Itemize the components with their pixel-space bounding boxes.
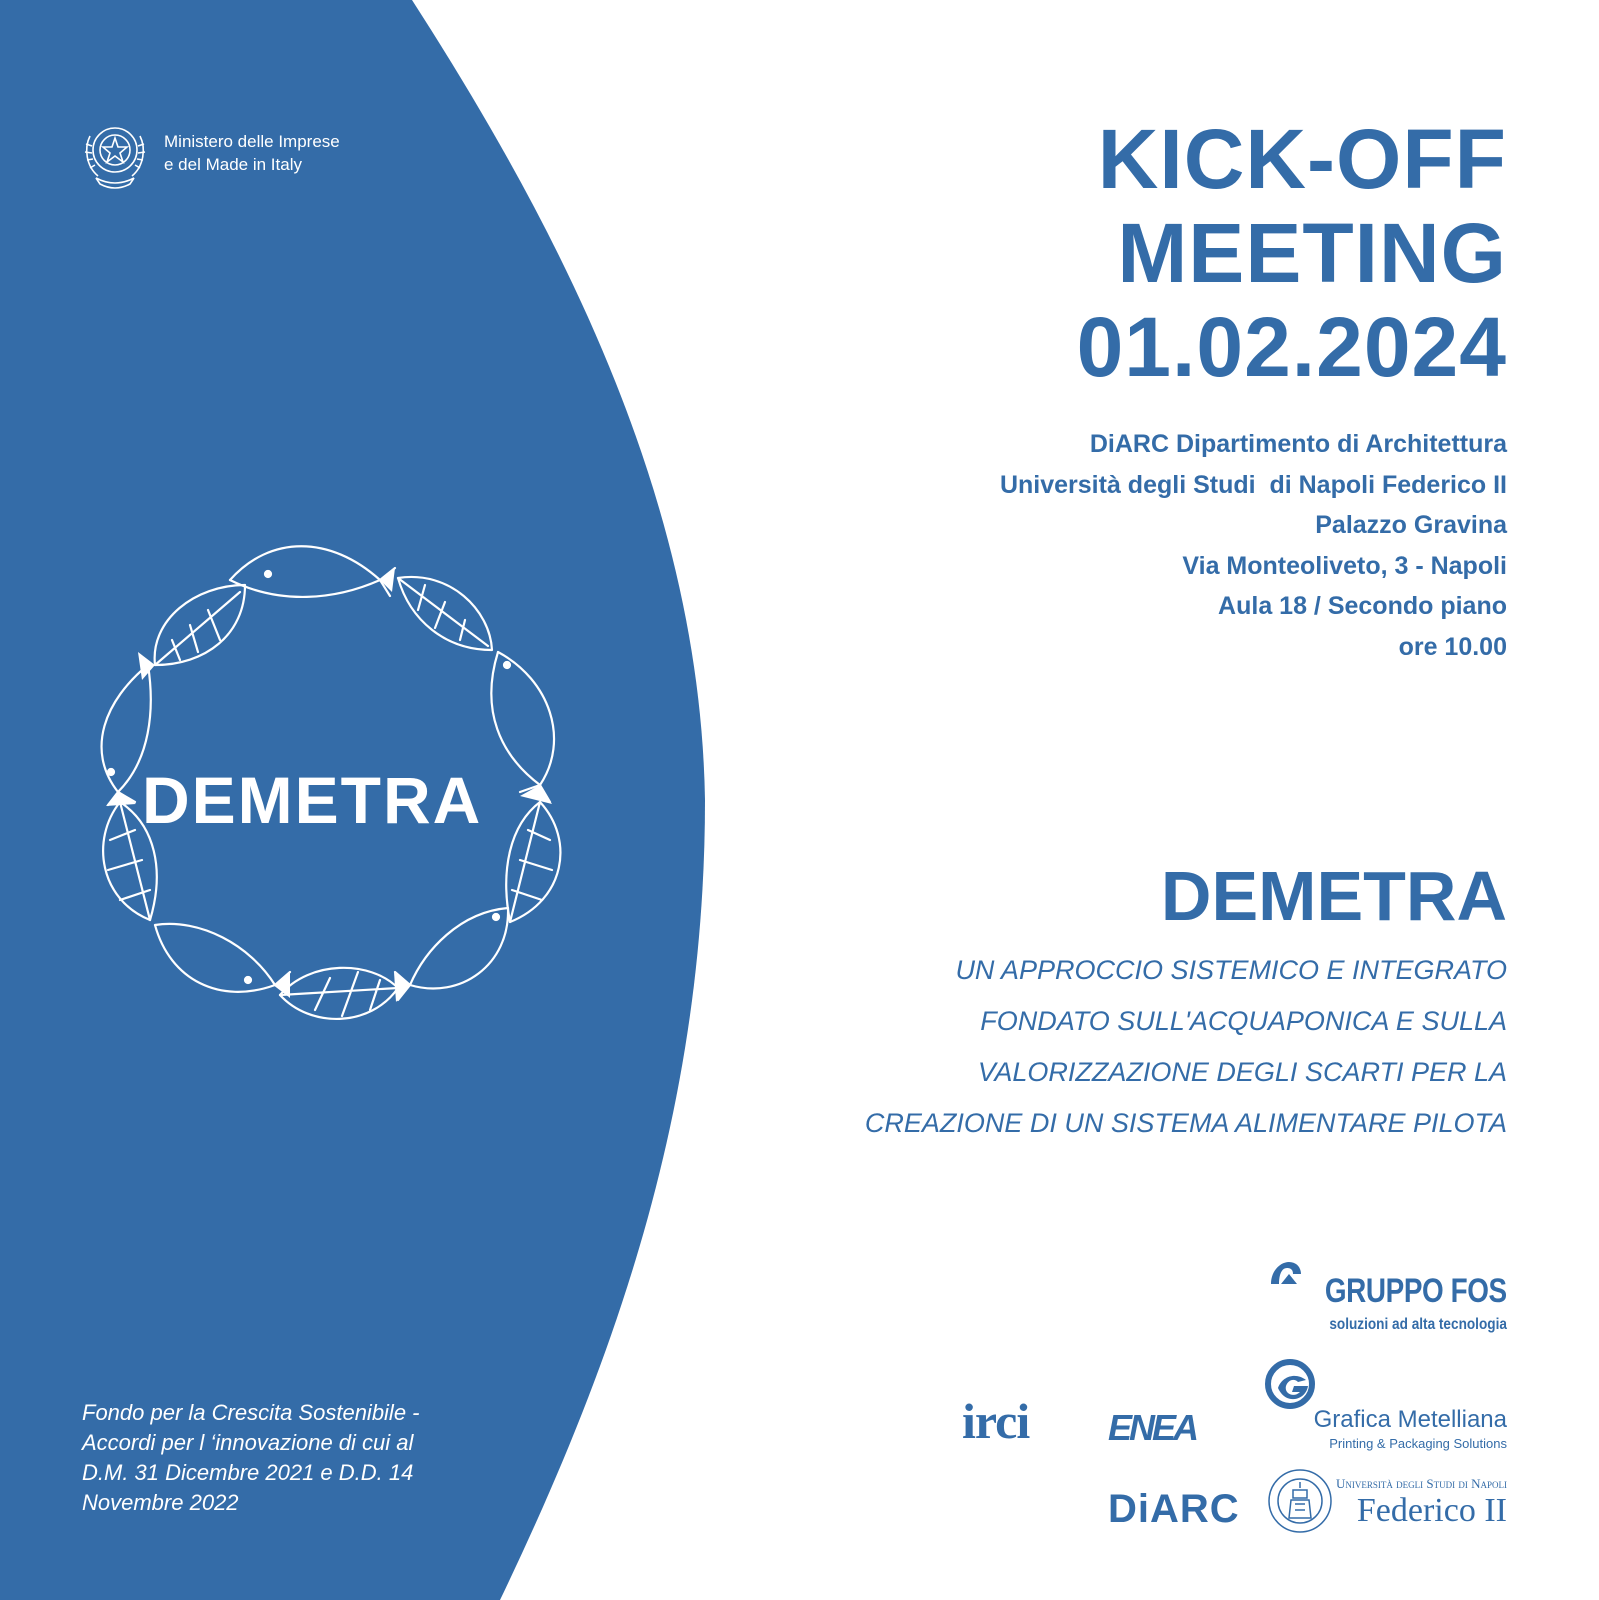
venue-university: Università degli Studi di Napoli Federico II bbox=[999, 470, 1507, 499]
university-seal-icon bbox=[1267, 1468, 1333, 1534]
event-date: 01.02.2024 bbox=[1076, 300, 1507, 394]
funding-line3: D.M. 31 Dicembre 2021 e D.D. 14 bbox=[82, 1460, 414, 1485]
project-desc-line4: CREAZIONE DI UN SISTEMA ALIMENTARE PILOTA bbox=[864, 1108, 1507, 1138]
enea-logo: ENEA bbox=[1108, 1407, 1197, 1448]
grafica-name: Grafica Metelliana bbox=[1313, 1406, 1507, 1433]
funding-line4: Novembre 2022 bbox=[82, 1490, 239, 1515]
title-line-meeting: MEETING bbox=[1117, 206, 1507, 300]
grafica-tagline: Printing & Packaging Solutions bbox=[1329, 1436, 1507, 1451]
project-desc-line1: UN APPROCCIO SISTEMICO E INTEGRATO bbox=[955, 955, 1507, 985]
event-title bbox=[1077, 112, 1507, 394]
ministry-line1: Ministero delle Imprese bbox=[164, 132, 340, 151]
project-desc-line3: VALORIZZAZIONE DEGLI SCARTI PER LA bbox=[977, 1057, 1507, 1087]
project-name: DEMETRA bbox=[1160, 857, 1507, 935]
gruppo-fos-logo bbox=[1257, 1260, 1507, 1340]
venue-room: Aula 18 / Secondo piano bbox=[1218, 592, 1507, 620]
diarc-logo: DiARC bbox=[1108, 1487, 1240, 1531]
irci-logo: irci bbox=[962, 1393, 1030, 1449]
project-desc-line2: FONDATO SULL'ACQUAPONICA E SULLA bbox=[980, 1006, 1507, 1036]
project-description bbox=[787, 945, 1507, 1149]
venue-building: Palazzo Gravina bbox=[1315, 511, 1507, 539]
ministry-name bbox=[164, 130, 340, 176]
venue-address: Via Monteoliveto, 3 - Napoli bbox=[1182, 551, 1507, 580]
federico-university-line: Università degli Studi di Napoli bbox=[1336, 1476, 1507, 1491]
funding-line2: Accordi per l ‘innovazione di cui al bbox=[82, 1430, 414, 1455]
ministry-line2: e del Made in Italy bbox=[164, 155, 302, 174]
venue-time: ore 10.00 bbox=[1398, 632, 1507, 661]
federico-name: Federico II bbox=[1356, 1492, 1507, 1529]
venue-info bbox=[1000, 424, 1507, 667]
logo-wordmark: DEMETRA bbox=[142, 763, 483, 837]
gruppo-fos-name: GRUPPO FOS bbox=[1325, 1272, 1507, 1310]
gruppo-fos-tagline: soluzioni ad alta tecnologia bbox=[1329, 1316, 1507, 1333]
venue-department: DiARC Dipartimento di Architettura bbox=[1089, 430, 1507, 458]
federico-ii-logo bbox=[1267, 1468, 1507, 1548]
title-line-kickoff: KICK-OFF bbox=[1097, 112, 1507, 206]
grafica-swirl-icon bbox=[1262, 1358, 1322, 1412]
grafica-metelliana-logo bbox=[1262, 1358, 1507, 1451]
italian-republic-emblem-icon bbox=[80, 116, 150, 190]
funding-line1: Fondo per la Crescita Sostenibile - bbox=[82, 1400, 420, 1425]
funding-note bbox=[82, 1398, 472, 1518]
fos-chevron-icon bbox=[1267, 1260, 1303, 1288]
